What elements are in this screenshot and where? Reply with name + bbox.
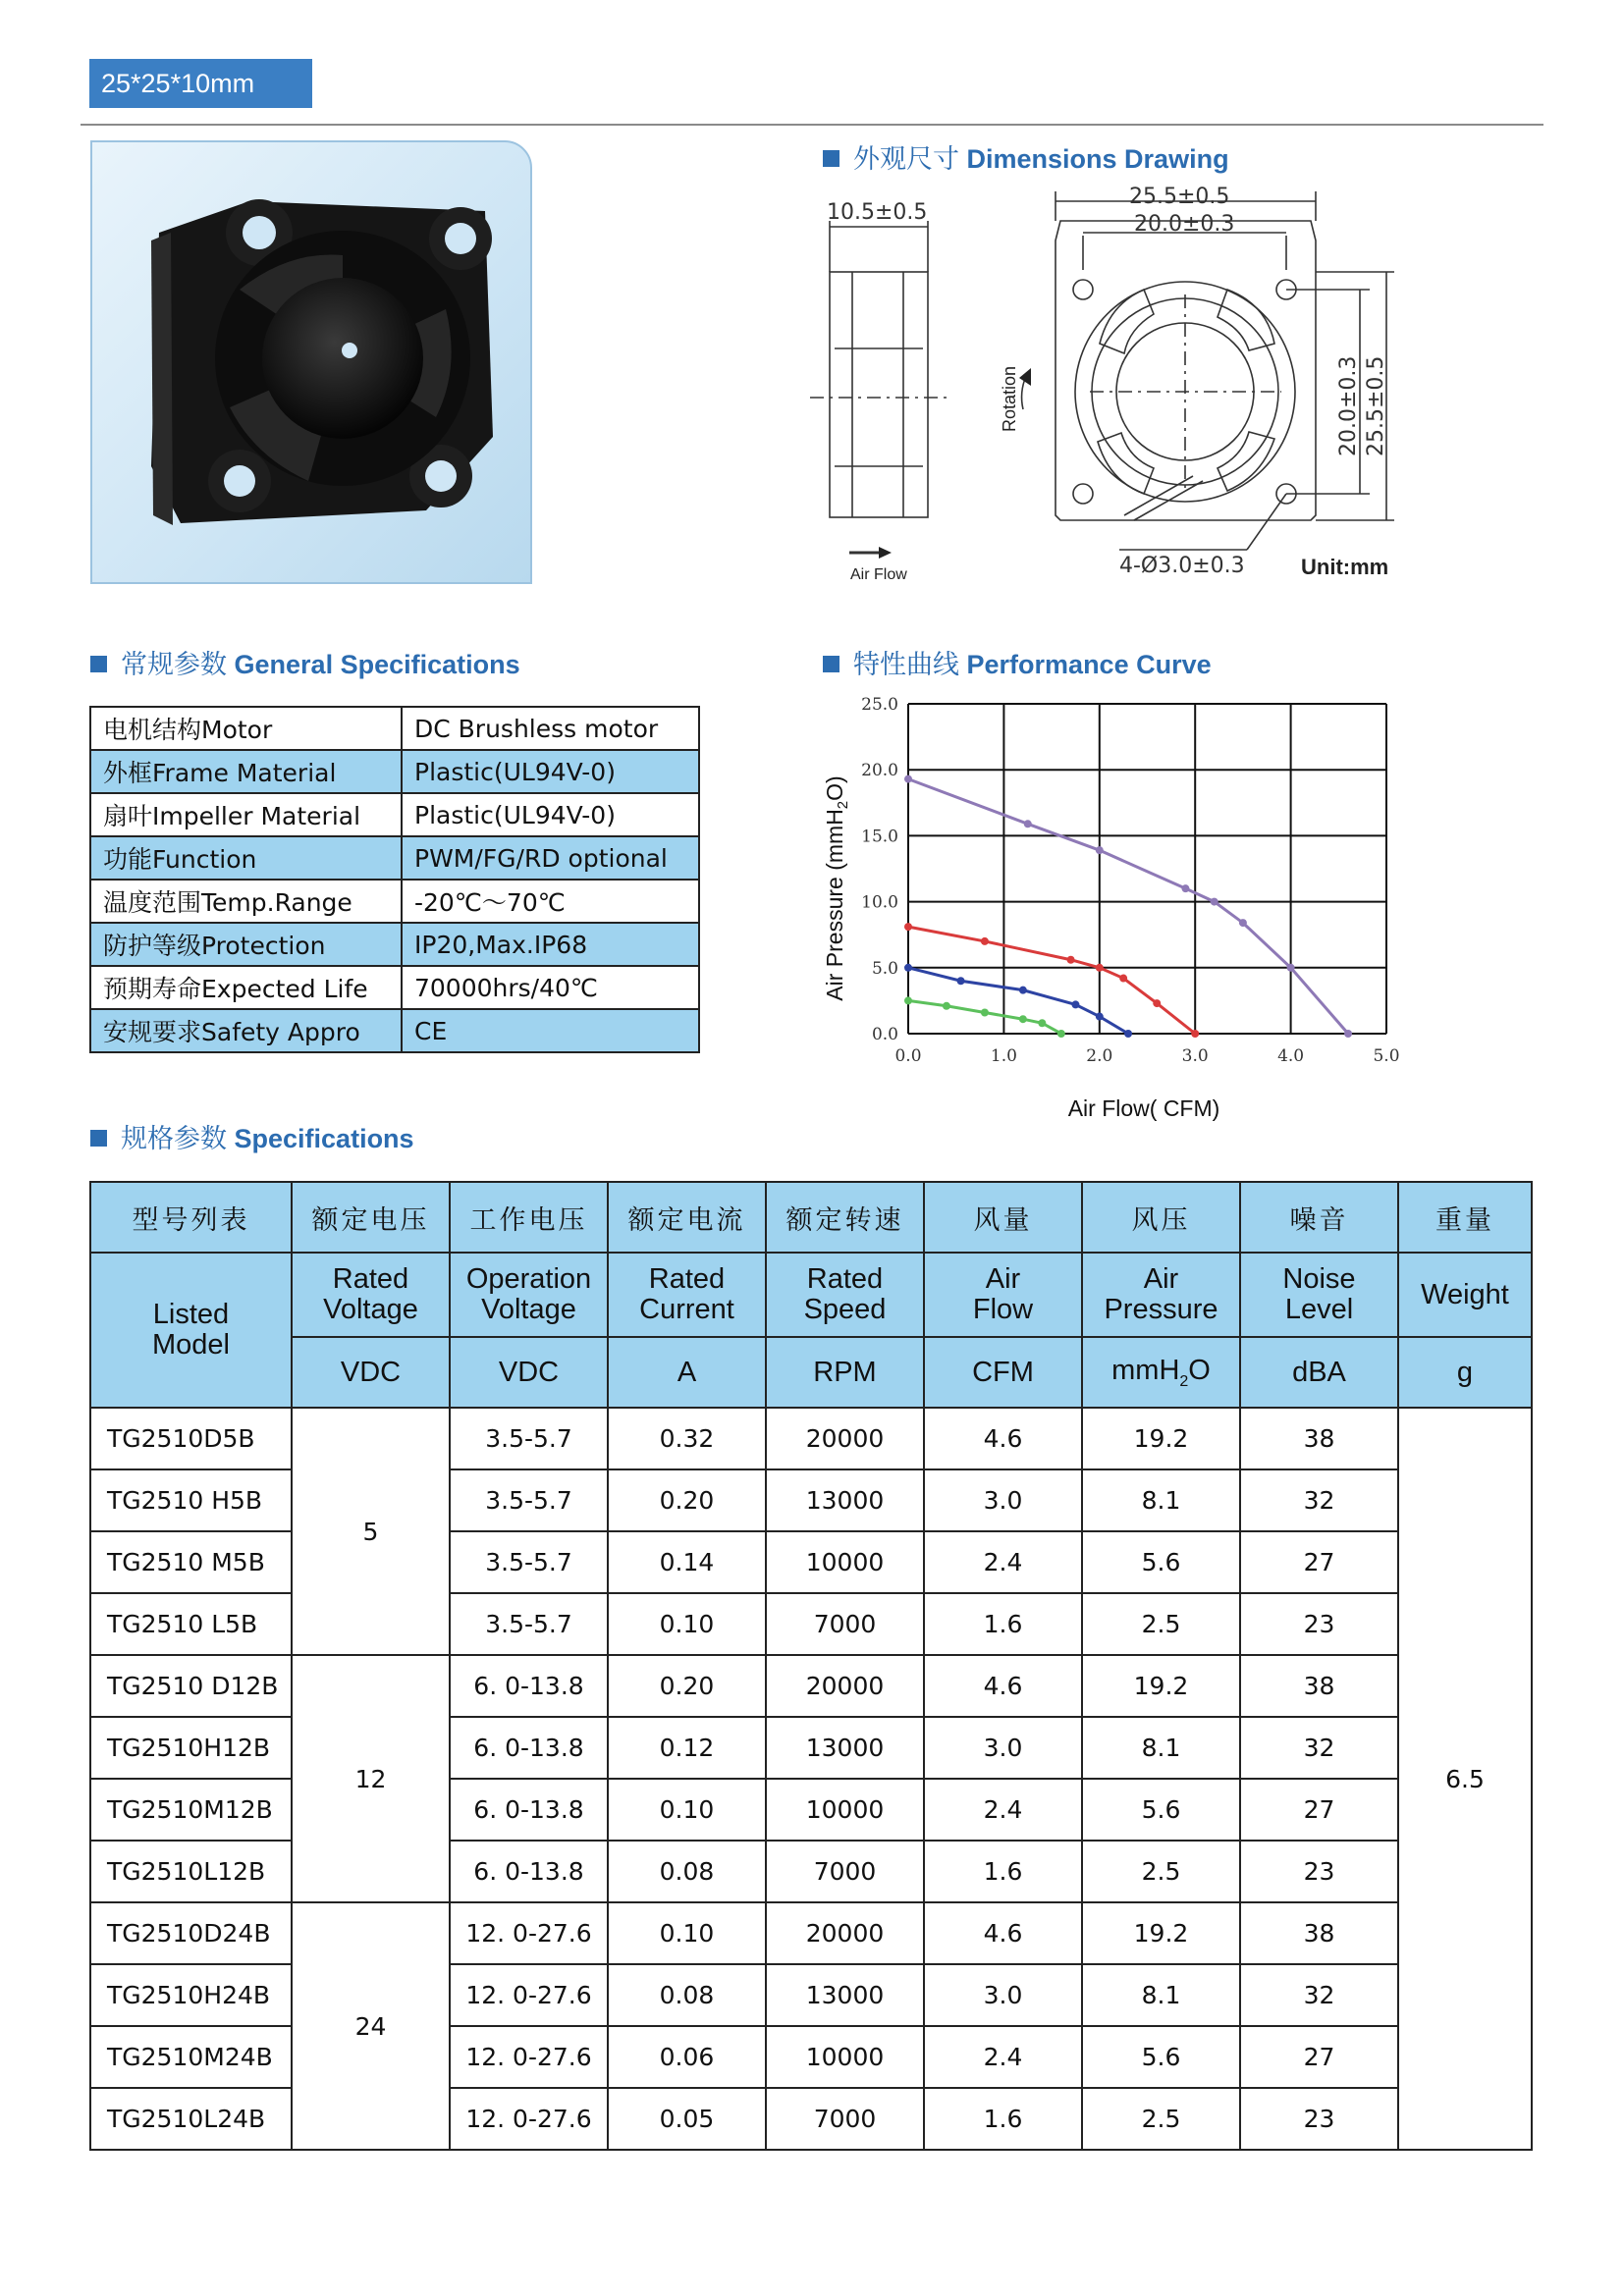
y-tick-label: 25.0 — [861, 695, 898, 715]
data-point — [904, 923, 912, 931]
op-cell: 3.5-5.7 — [450, 1531, 608, 1593]
speed-cell: 20000 — [766, 1408, 924, 1469]
current-cell: 0.08 — [608, 1964, 766, 2026]
th-zh-weight: 重量 — [1398, 1182, 1532, 1253]
op-cell: 3.5-5.7 — [450, 1593, 608, 1655]
noise-cell: 23 — [1240, 1593, 1398, 1655]
spec-key: 防护等级Protection — [90, 923, 402, 966]
data-point — [1019, 1015, 1027, 1023]
x-tick-label: 2.0 — [1086, 1046, 1113, 1066]
current-cell: 0.10 — [608, 1593, 766, 1655]
th-zh-rated-current: 额定电流 — [608, 1182, 766, 1253]
unit-weight: g — [1398, 1337, 1532, 1408]
pressure-cell: 19.2 — [1082, 1655, 1240, 1717]
current-cell: 0.12 — [608, 1717, 766, 1779]
general-spec-row — [90, 1009, 699, 1052]
data-point — [981, 1008, 989, 1016]
speed-cell: 20000 — [766, 1902, 924, 1964]
data-point — [1096, 846, 1104, 854]
performance-title-en: Performance Curve — [966, 650, 1212, 679]
data-point — [1071, 1000, 1079, 1008]
x-tick-label: 5.0 — [1373, 1046, 1400, 1066]
specs-title-en: Specifications — [234, 1124, 414, 1153]
spec-key: 安规要求Safety Appro — [90, 1009, 402, 1052]
x-tick-label: 3.0 — [1181, 1046, 1209, 1066]
weight-cell: 6.5 — [1398, 1408, 1532, 2150]
data-point — [1344, 1030, 1352, 1038]
model-cell: TG2510M12B — [90, 1779, 292, 1841]
flow-cell: 3.0 — [924, 1469, 1082, 1531]
flow-cell: 1.6 — [924, 2088, 1082, 2150]
flow-cell: 1.6 — [924, 1593, 1082, 1655]
general-spec-row — [90, 966, 699, 1009]
flow-cell: 4.6 — [924, 1902, 1082, 1964]
spec-key: 电机结构Motor — [90, 707, 402, 750]
performance-title-zh: 特性曲线 — [853, 650, 959, 680]
speed-cell: 7000 — [766, 1593, 924, 1655]
speed-cell: 7000 — [766, 1841, 924, 1902]
pressure-cell: 5.6 — [1082, 1779, 1240, 1841]
pressure-cell: 2.5 — [1082, 1593, 1240, 1655]
y-tick-label: 10.0 — [861, 892, 898, 913]
table-row — [90, 1902, 1532, 1964]
noise-cell: 38 — [1240, 1902, 1398, 1964]
speed-cell: 10000 — [766, 1779, 924, 1841]
specs-title-zh: 规格参数 — [121, 1124, 227, 1154]
dim-hole-pitch: 20.0±0.3 — [1134, 212, 1235, 237]
th-zh-op-voltage: 工作电压 — [450, 1182, 608, 1253]
dim-outer-width: 25.5±0.5 — [1129, 185, 1230, 209]
data-point — [1211, 898, 1218, 906]
model-cell: TG2510L24B — [90, 2088, 292, 2150]
airflow-label: Air Flow — [850, 566, 907, 583]
model-cell: TG2510D5B — [90, 1408, 292, 1469]
speed-cell: 13000 — [766, 1964, 924, 2026]
model-cell: TG2510M24B — [90, 2026, 292, 2088]
spec-value: IP20,Max.IP68 — [402, 923, 699, 966]
data-point — [904, 964, 912, 972]
noise-cell: 27 — [1240, 1779, 1398, 1841]
model-cell: TG2510 D12B — [90, 1655, 292, 1717]
current-cell: 0.20 — [608, 1655, 766, 1717]
current-cell: 0.10 — [608, 1902, 766, 1964]
op-cell: 3.5-5.7 — [450, 1469, 608, 1531]
data-point — [1096, 964, 1104, 972]
noise-cell: 23 — [1240, 1841, 1398, 1902]
op-cell: 6. 0-13.8 — [450, 1841, 608, 1902]
dimensions-drawing — [805, 182, 1414, 594]
dim-hole-pitch-vertical: 20.0±0.3 — [1336, 355, 1361, 456]
op-cell: 12. 0-27.6 — [450, 1902, 608, 1964]
unit-voltage: VDC — [292, 1337, 450, 1408]
general-spec-row — [90, 923, 699, 966]
unit-flow: CFM — [924, 1337, 1082, 1408]
data-point — [1038, 1019, 1046, 1027]
data-point — [1119, 975, 1127, 983]
flow-cell: 2.4 — [924, 1531, 1082, 1593]
rated-voltage-cell: 5 — [292, 1408, 450, 1655]
op-cell: 12. 0-27.6 — [450, 1964, 608, 2026]
spec-value: CE — [402, 1009, 699, 1052]
spec-value: DC Brushless motor — [402, 707, 699, 750]
performance-title — [823, 643, 1212, 681]
spec-value: 70000hrs/40℃ — [402, 966, 699, 1009]
spec-value: -20℃～70℃ — [402, 880, 699, 923]
dimensions-title-zh: 外观尺寸 — [853, 144, 959, 175]
model-cell: TG2510L12B — [90, 1841, 292, 1902]
op-cell: 6. 0-13.8 — [450, 1717, 608, 1779]
flow-cell: 4.6 — [924, 1655, 1082, 1717]
th-zh-model: 型号列表 — [90, 1182, 292, 1253]
spec-value: Plastic(UL94V-0) — [402, 750, 699, 793]
noise-cell: 27 — [1240, 2026, 1398, 2088]
th-zh-air-pressure: 风压 — [1082, 1182, 1240, 1253]
data-point — [1057, 1030, 1065, 1038]
top-divider — [81, 124, 1543, 126]
data-point — [1096, 1013, 1104, 1021]
pressure-cell: 5.6 — [1082, 1531, 1240, 1593]
x-tick-label: 1.0 — [990, 1046, 1017, 1066]
data-point — [1024, 820, 1032, 828]
current-cell: 0.06 — [608, 2026, 766, 2088]
flow-cell: 1.6 — [924, 1841, 1082, 1902]
spec-value: PWM/FG/RD optional — [402, 836, 699, 880]
data-point — [904, 775, 912, 783]
noise-cell: 27 — [1240, 1531, 1398, 1593]
header-row-units — [90, 1337, 1532, 1408]
series-line — [908, 968, 1128, 1034]
th-zh-rated-voltage: 额定电压 — [292, 1182, 450, 1253]
pressure-cell: 19.2 — [1082, 1408, 1240, 1469]
pressure-cell: 2.5 — [1082, 1841, 1240, 1902]
square-bullet-icon — [90, 1130, 107, 1147]
model-cell: TG2510 L5B — [90, 1593, 292, 1655]
y-tick-label: 0.0 — [871, 1025, 898, 1044]
th-rated-speed: Rated Speed — [766, 1253, 924, 1337]
pressure-cell: 8.1 — [1082, 1469, 1240, 1531]
unit-op-voltage: VDC — [450, 1337, 608, 1408]
noise-cell: 32 — [1240, 1964, 1398, 2026]
current-cell: 0.14 — [608, 1531, 766, 1593]
data-point — [1019, 987, 1027, 994]
flow-cell: 3.0 — [924, 1964, 1082, 2026]
data-point — [1153, 999, 1161, 1007]
data-point — [1067, 956, 1075, 964]
x-axis-label: Air Flow( CFM) — [1067, 1095, 1220, 1121]
current-cell: 0.08 — [608, 1841, 766, 1902]
th-rated-voltage: Rated Voltage — [292, 1253, 450, 1337]
flow-cell: 3.0 — [924, 1717, 1082, 1779]
header-row-zh — [90, 1182, 1532, 1253]
flow-cell: 2.4 — [924, 1779, 1082, 1841]
noise-cell: 38 — [1240, 1655, 1398, 1717]
specifications-table — [89, 1181, 1533, 2151]
model-cell: TG2510 H5B — [90, 1469, 292, 1531]
speed-cell: 7000 — [766, 2088, 924, 2150]
dim-depth: 10.5±0.5 — [827, 200, 928, 225]
data-point — [904, 996, 912, 1004]
dimensions-title-en: Dimensions Drawing — [966, 144, 1229, 174]
data-point — [957, 977, 965, 985]
noise-cell: 32 — [1240, 1469, 1398, 1531]
pressure-cell: 2.5 — [1082, 2088, 1240, 2150]
unit-label: Unit:mm — [1301, 555, 1389, 579]
current-cell: 0.32 — [608, 1408, 766, 1469]
th-rated-current: Rated Current — [608, 1253, 766, 1337]
specifications-title — [90, 1117, 414, 1155]
spec-value: Plastic(UL94V-0) — [402, 793, 699, 836]
general-title-zh: 常规参数 — [121, 650, 227, 680]
pressure-cell: 19.2 — [1082, 1902, 1240, 1964]
op-cell: 6. 0-13.8 — [450, 1655, 608, 1717]
model-cell: TG2510D24B — [90, 1902, 292, 1964]
op-cell: 6. 0-13.8 — [450, 1779, 608, 1841]
data-point — [1191, 1030, 1199, 1038]
speed-cell: 13000 — [766, 1717, 924, 1779]
model-cell: TG2510 M5B — [90, 1531, 292, 1593]
y-tick-label: 20.0 — [861, 761, 898, 781]
speed-cell: 20000 — [766, 1655, 924, 1717]
flow-cell: 4.6 — [924, 1408, 1082, 1469]
th-op-voltage: Operation Voltage — [450, 1253, 608, 1337]
dim-holes: 4-Ø3.0±0.3 — [1119, 554, 1245, 578]
series-line — [908, 779, 1348, 1034]
series-line — [908, 1000, 1061, 1034]
pressure-cell: 8.1 — [1082, 1964, 1240, 2026]
unit-pressure: mmH$_2$O — [1082, 1337, 1240, 1408]
spec-key: 扇叶Impeller Material — [90, 793, 402, 836]
dimensions-title — [823, 137, 1229, 176]
th-zh-noise: 噪音 — [1240, 1182, 1398, 1253]
performance-chart — [805, 682, 1434, 1134]
op-cell: 3.5-5.7 — [450, 1408, 608, 1469]
y-tick-label: 15.0 — [861, 827, 898, 847]
data-point — [981, 937, 989, 945]
th-zh-rated-speed: 额定转速 — [766, 1182, 924, 1253]
rated-voltage-cell: 24 — [292, 1902, 450, 2150]
noise-cell: 38 — [1240, 1408, 1398, 1469]
model-cell: TG2510H24B — [90, 1964, 292, 2026]
data-point — [1287, 964, 1295, 972]
data-point — [1239, 919, 1247, 927]
fan-illustration — [92, 142, 530, 582]
product-photo — [90, 140, 532, 584]
general-spec-row — [90, 880, 699, 923]
rated-voltage-cell: 12 — [292, 1655, 450, 1902]
general-spec-row — [90, 750, 699, 793]
th-model: Listed Model — [90, 1253, 292, 1408]
current-cell: 0.10 — [608, 1779, 766, 1841]
square-bullet-icon — [823, 656, 839, 672]
general-specs-table — [89, 706, 700, 1053]
speed-cell: 10000 — [766, 2026, 924, 2088]
speed-cell: 13000 — [766, 1469, 924, 1531]
x-tick-label: 0.0 — [894, 1046, 922, 1066]
table-row — [90, 1655, 1532, 1717]
pressure-cell: 5.6 — [1082, 2026, 1240, 2088]
spec-key: 预期寿命Expected Life — [90, 966, 402, 1009]
general-title-en: General Specifications — [234, 650, 520, 679]
th-noise: Noise Level — [1240, 1253, 1398, 1337]
rotation-label: Rotation — [1000, 365, 1019, 432]
data-point — [1124, 1030, 1132, 1038]
x-tick-label: 4.0 — [1277, 1046, 1305, 1066]
y-axis-label: Air Pressure (mmH$_2$O) — [822, 775, 851, 1001]
th-zh-air-flow: 风量 — [924, 1182, 1082, 1253]
noise-cell: 23 — [1240, 2088, 1398, 2150]
spec-key: 外框Frame Material — [90, 750, 402, 793]
size-tag: 25*25*10mm — [89, 59, 312, 108]
op-cell: 12. 0-27.6 — [450, 2088, 608, 2150]
data-point — [943, 1002, 950, 1010]
speed-cell: 10000 — [766, 1531, 924, 1593]
spec-key: 温度范围Temp.Range — [90, 880, 402, 923]
square-bullet-icon — [90, 656, 107, 672]
unit-noise: dBA — [1240, 1337, 1398, 1408]
general-spec-row — [90, 793, 699, 836]
th-weight: Weight — [1398, 1253, 1532, 1337]
noise-cell: 32 — [1240, 1717, 1398, 1779]
general-spec-row — [90, 836, 699, 880]
flow-cell: 2.4 — [924, 2026, 1082, 2088]
unit-current: A — [608, 1337, 766, 1408]
pressure-cell: 8.1 — [1082, 1717, 1240, 1779]
table-row — [90, 1408, 1532, 1469]
th-air-pressure: Air Pressure — [1082, 1253, 1240, 1337]
current-cell: 0.05 — [608, 2088, 766, 2150]
header-row-en — [90, 1253, 1532, 1337]
spec-key: 功能Function — [90, 836, 402, 880]
general-spec-row — [90, 707, 699, 750]
unit-speed: RPM — [766, 1337, 924, 1408]
general-specs-title — [90, 643, 520, 681]
current-cell: 0.20 — [608, 1469, 766, 1531]
dim-outer-height: 25.5±0.5 — [1364, 355, 1388, 456]
square-bullet-icon — [823, 150, 839, 167]
model-cell: TG2510H12B — [90, 1717, 292, 1779]
op-cell: 12. 0-27.6 — [450, 2026, 608, 2088]
th-air-flow: Air Flow — [924, 1253, 1082, 1337]
data-point — [1181, 884, 1189, 892]
y-tick-label: 5.0 — [871, 958, 898, 979]
series-line — [908, 927, 1195, 1034]
